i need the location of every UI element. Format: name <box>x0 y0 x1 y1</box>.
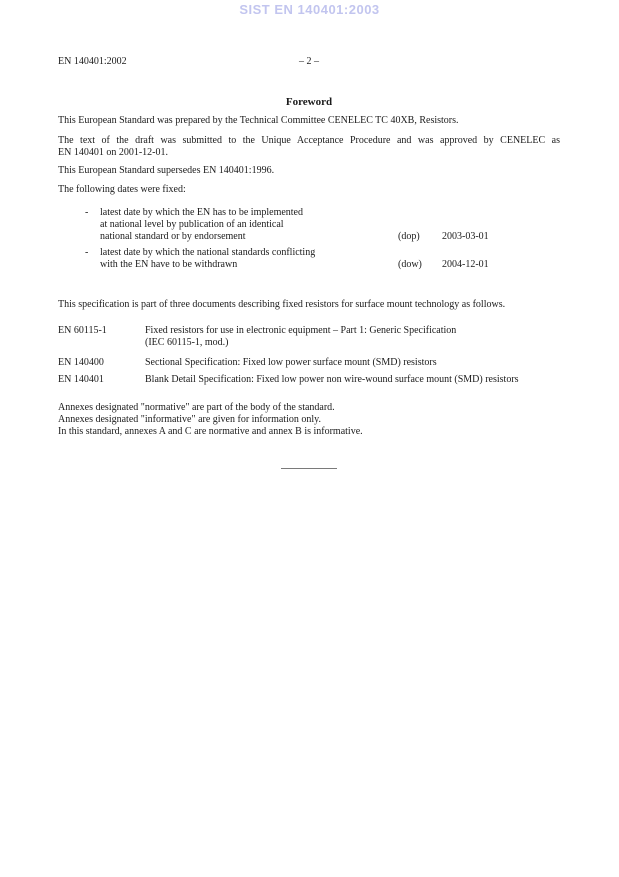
annex-note-line: In this standard, annexes A and C are normative and annex B is informative. <box>58 426 363 437</box>
fixed-date-item-dow <box>58 247 560 271</box>
document-code: EN 60115-1 <box>58 325 107 336</box>
paragraph-draft-submitted <box>58 135 560 159</box>
fixed-date-item-dop <box>58 207 560 243</box>
list-dash: - <box>85 207 89 218</box>
document-description-line: Fixed resistors for use in electronic equipment – Part 1: Generic Specification <box>145 325 457 336</box>
document-code: EN 140401 <box>58 374 104 385</box>
date-abbreviation: (dow) <box>398 259 422 270</box>
document-description-line: Sectional Specification: Fixed low power surface mount (SMD) resistors <box>145 357 437 368</box>
paragraph-line: The text of the draft was submitted to the Unique Acceptance Procedure and was approved by CENELEC as <box>58 135 560 146</box>
document-description-line: Blank Detail Specification: Fixed low power non wire-wound surface mount (SMD) resistors <box>145 374 519 385</box>
document-description <box>145 374 560 386</box>
document-row-en140401 <box>58 374 560 386</box>
header-page-number: – 2 – <box>299 56 319 67</box>
document-description <box>145 325 560 349</box>
date-item-line: at national level by publication of an identical <box>100 219 284 230</box>
header-doc-ref: EN 140401:2002 <box>58 56 127 67</box>
document-description-line: (IEC 60115-1, mod.) <box>145 337 229 348</box>
date-value: 2004-12-01 <box>442 259 489 270</box>
date-value: 2003-03-01 <box>442 231 489 242</box>
date-abbreviation: (dop) <box>398 231 420 242</box>
annex-note-line: Annexes designated "informative" are given for information only. <box>58 414 321 425</box>
list-dash: - <box>85 247 89 258</box>
paragraph-line: EN 140401 on 2001-12-01. <box>58 147 168 158</box>
document-description <box>145 357 560 369</box>
document-row-en140400 <box>58 357 560 369</box>
section-end-rule <box>281 468 337 469</box>
annex-notes <box>58 402 560 438</box>
date-item-line: national standard or by endorsement <box>100 231 246 242</box>
paragraph-dates-fixed: The following dates were fixed: <box>58 184 186 195</box>
date-item-line: latest date by which the EN has to be implemented <box>100 207 303 218</box>
watermark-text: SIST EN 140401:2003 <box>239 2 380 17</box>
foreword-title: Foreword <box>285 96 333 108</box>
paragraph-prepared-by: This European Standard was prepared by the Technical Committee CENELEC TC 40XB, Resistors. <box>58 115 459 126</box>
paragraph-supersedes: This European Standard supersedes EN 140401:1996. <box>58 165 275 176</box>
date-item-line: latest date by which the national standards conflicting <box>100 247 316 258</box>
annex-note-line: Annexes designated "normative" are part of the body of the standard. <box>58 402 335 413</box>
document-row-en60115 <box>58 325 560 349</box>
paragraph-three-documents: This specification is part of three documents describing fixed resistors for surface mount technology as follows. <box>58 299 506 310</box>
page-header <box>58 56 560 69</box>
document-code: EN 140400 <box>58 357 104 368</box>
date-item-line: with the EN have to be withdrawn <box>100 259 238 270</box>
